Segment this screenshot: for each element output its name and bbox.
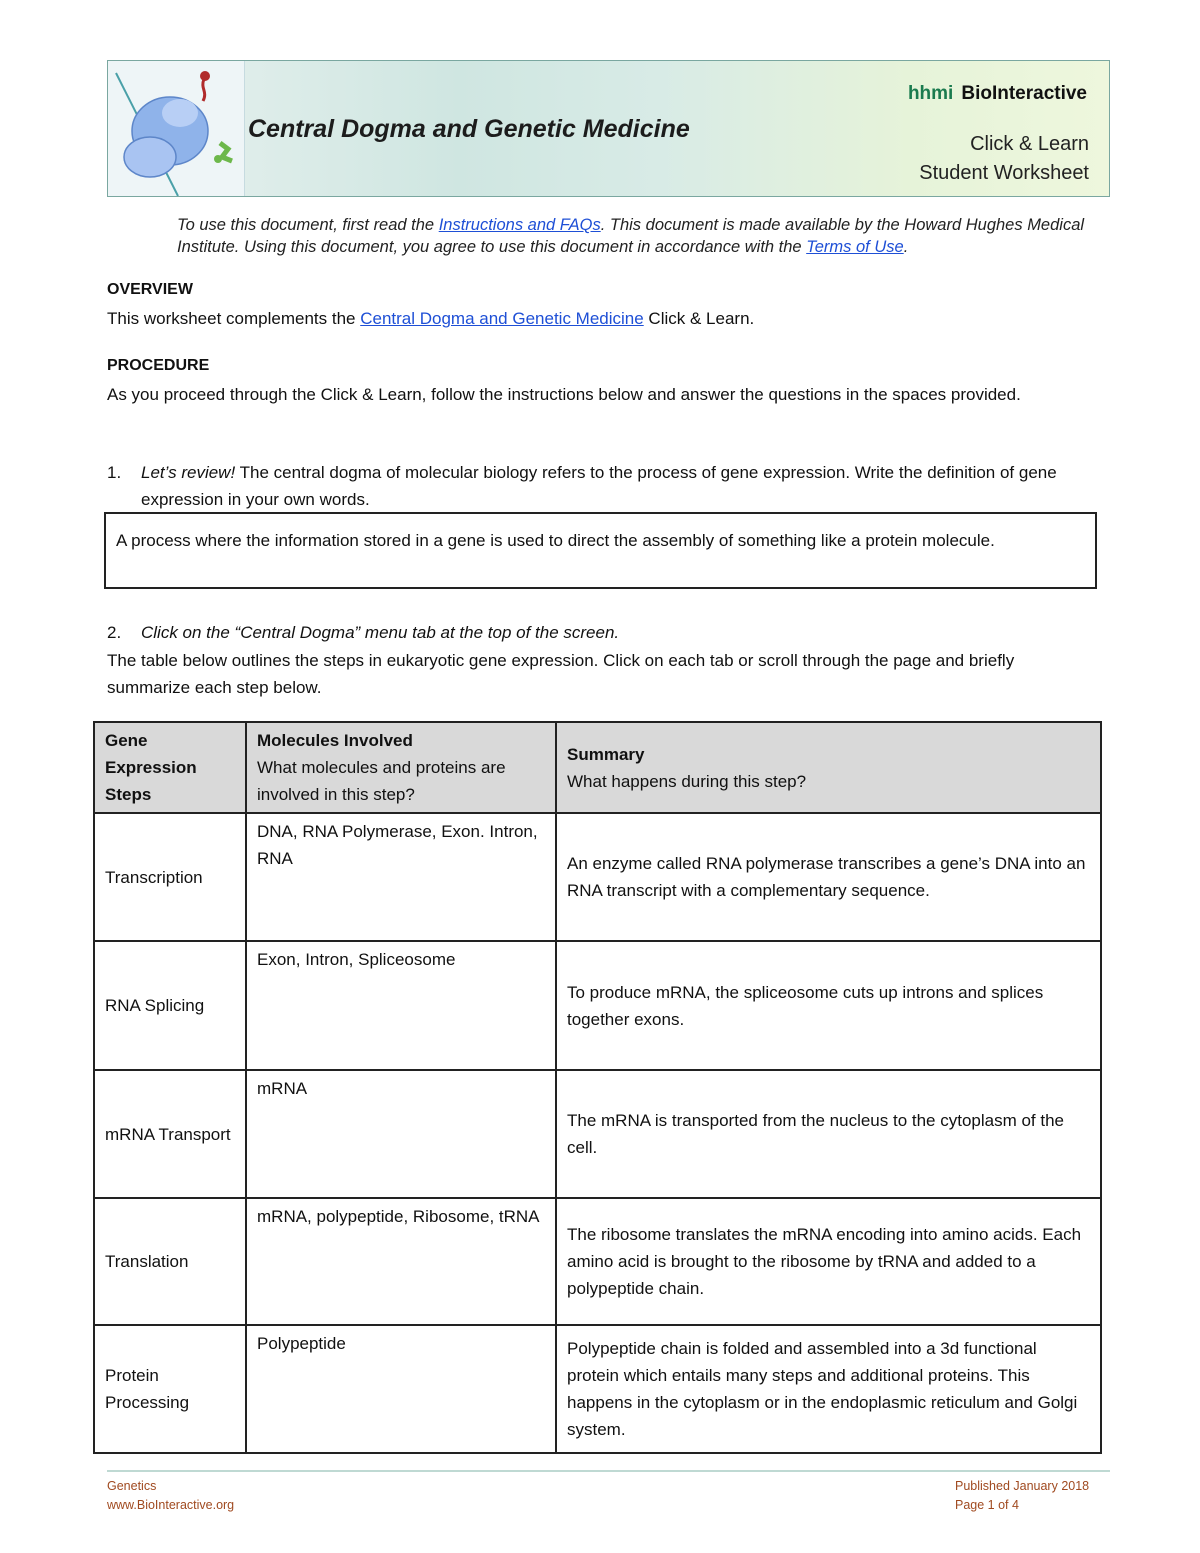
header-summary-sub: What happens during this step? <box>567 771 807 791</box>
step-cell: RNA Splicing <box>94 941 246 1070</box>
step-cell: mRNA Transport <box>94 1070 246 1198</box>
overview-heading: OVERVIEW <box>107 281 193 298</box>
hhmi-logo-text: hhmi <box>907 83 954 104</box>
molecules-cell[interactable]: Polypeptide <box>246 1325 556 1453</box>
header-molecules-sub: What molecules and proteins are involved in this step? <box>257 758 506 804</box>
step-cell: Translation <box>94 1198 246 1325</box>
table-row <box>94 813 1101 941</box>
header-molecules <box>246 722 556 813</box>
question-1-body: The central dogma of molecular biology refers to the process of gene expression. Write the definition of gene expression in your own words. <box>141 463 1057 509</box>
document-title: Central Dogma and Genetic Medicine <box>248 115 690 143</box>
overview-text <box>107 305 754 332</box>
header-banner <box>107 60 1110 197</box>
table-row <box>94 1198 1101 1325</box>
notice-text: To use this document, first read the <box>177 216 439 234</box>
question-1-lead: Let’s review! <box>141 463 236 482</box>
question-2-instruction: Click on the “Central Dogma” menu tab at the top of the screen. <box>141 623 620 642</box>
answer-1-box[interactable] <box>104 512 1097 589</box>
step-cell: Transcription <box>94 813 246 941</box>
summary-cell[interactable]: Polypeptide chain is folded and assembled into a 3d functional protein which entails many steps and additional proteins. This happens in the cytoplasm or in the endoplasmic reticulum and Golgi system. <box>556 1325 1101 1453</box>
footer-website-link[interactable]: www.BioInteractive.org <box>107 1498 235 1512</box>
molecules-cell[interactable]: mRNA <box>246 1070 556 1198</box>
overview-text-part: This worksheet complements the <box>107 309 361 328</box>
header-steps <box>94 722 246 813</box>
summary-cell[interactable]: The ribosome translates the mRNA encoding into amino acids. Each amino acid is brought to the ribosome by tRNA and added to a polypeptide chain. <box>556 1198 1101 1325</box>
procedure-heading: PROCEDURE <box>107 357 210 374</box>
molecules-cell[interactable]: mRNA, polypeptide, Ribosome, tRNA <box>246 1198 556 1325</box>
notice-text: . This document is made available by the Howard Hughes Medical Institute. Using this document, you agree to use this document in accordance with the <box>177 216 1085 256</box>
instructions-link[interactable]: Instructions and FAQs <box>438 216 601 234</box>
summary-cell[interactable]: To produce mRNA, the spliceosome cuts up introns and splices together exons. <box>556 941 1101 1070</box>
question-1-number: 1. <box>107 463 122 482</box>
footer-page-number: Page 1 of 4 <box>955 1498 1019 1512</box>
header-summary <box>556 722 1101 813</box>
table-row <box>94 1070 1101 1198</box>
table-header-row <box>94 722 1101 813</box>
procedure-text: As you proceed through the Click & Learn, follow the instructions below and answer the questions in the spaces provided. <box>107 385 1021 404</box>
molecule-illustration <box>108 61 245 196</box>
table-row <box>94 941 1101 1070</box>
biointeractive-logo-text: BioInteractive <box>961 83 1087 104</box>
footer-published: Published January 2018 <box>955 1479 1090 1493</box>
table-row <box>94 1325 1101 1453</box>
header-molecules-title: Molecules Involved <box>257 731 413 750</box>
terms-link[interactable]: Terms of Use <box>806 238 904 256</box>
footer-subject: Genetics <box>107 1479 157 1493</box>
banner-subtitle-2: Student Worksheet <box>919 162 1089 184</box>
footer-divider <box>107 1470 1110 1472</box>
usage-notice <box>177 214 1097 258</box>
summary-cell[interactable]: The mRNA is transported from the nucleus to the cytoplasm of the cell. <box>556 1070 1101 1198</box>
notice-text: . <box>903 238 909 256</box>
question-2-text: The table below outlines the steps in eukaryotic gene expression. Click on each tab or scroll through the page and briefly summarize each step below. <box>107 651 1015 697</box>
banner-subtitle-1: Click & Learn <box>970 133 1089 155</box>
overview-text-part: Click & Learn. <box>643 309 755 328</box>
answer-1-text: A process where the information stored in a gene is used to direct the assembly of something like a protein molecule. <box>116 531 995 550</box>
summary-cell[interactable]: An enzyme called RNA polymerase transcribes a gene’s DNA into an RNA transcript with a complementary sequence. <box>556 813 1101 941</box>
header-summary-title: Summary <box>567 744 645 764</box>
click-and-learn-link[interactable]: Central Dogma and Genetic Medicine <box>360 309 644 328</box>
step-cell: Protein Processing <box>94 1325 246 1453</box>
question-2-number: 2. <box>107 623 122 642</box>
question-1-text <box>141 459 1091 513</box>
brand-logo <box>908 83 1087 105</box>
molecules-cell[interactable]: DNA, RNA Polymerase, Exon. Intron, RNA <box>246 813 556 941</box>
header-steps-label: Gene Expression Steps <box>105 731 197 804</box>
molecules-cell[interactable]: Exon, Intron, Spliceosome <box>246 941 556 1070</box>
gene-expression-table <box>93 721 1102 1454</box>
